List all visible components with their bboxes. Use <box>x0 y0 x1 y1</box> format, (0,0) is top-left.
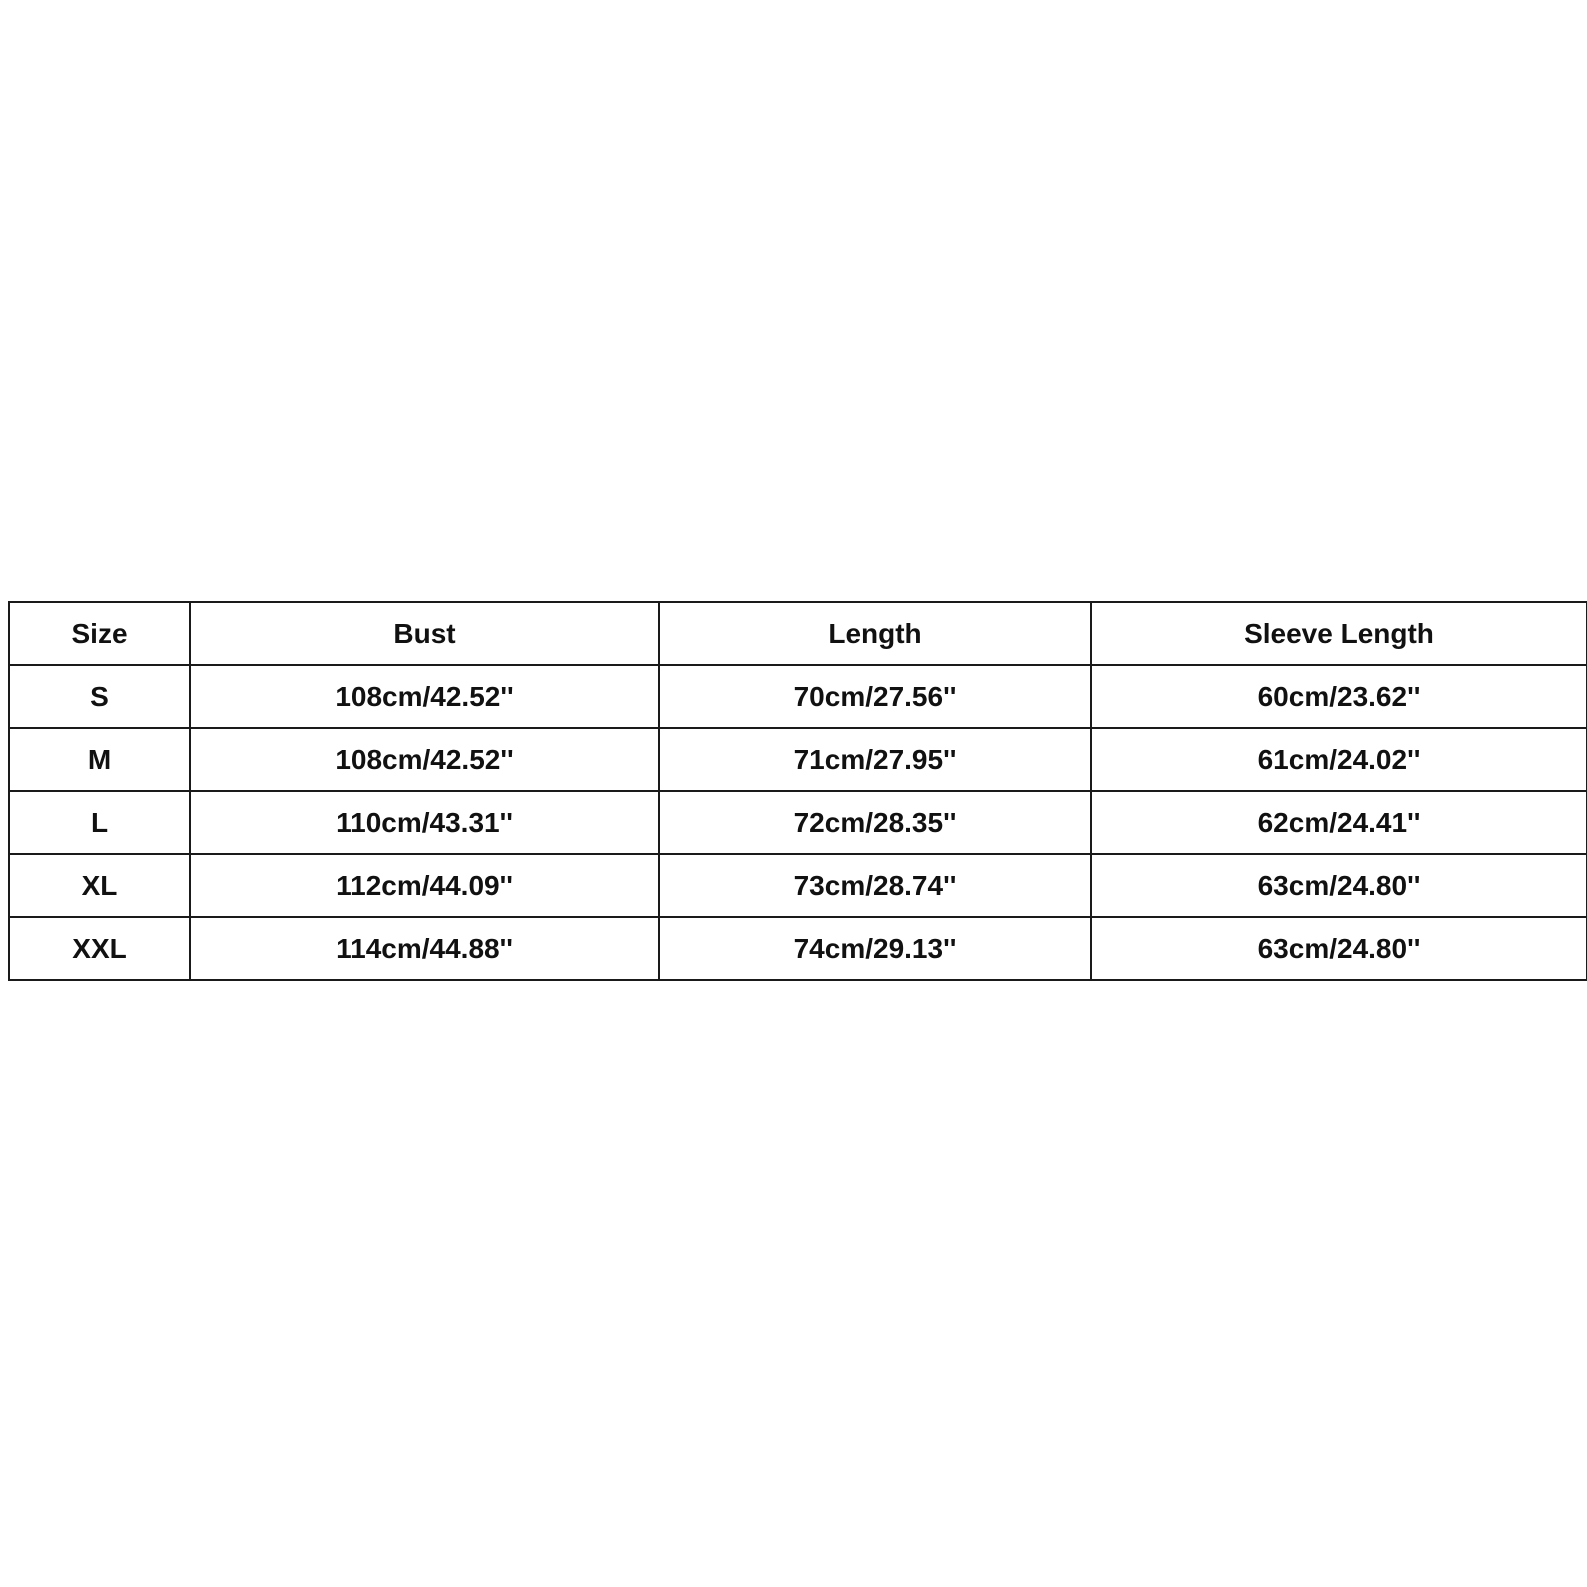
table-row <box>9 854 1587 917</box>
sleeve-length-cell: 63cm/24.80'' <box>1091 917 1587 980</box>
bust-cell: 108cm/42.52'' <box>190 665 659 728</box>
header-length: Length <box>659 602 1091 665</box>
sleeve-length-cell: 61cm/24.02'' <box>1091 728 1587 791</box>
bust-cell: 110cm/43.31'' <box>190 791 659 854</box>
length-cell: 70cm/27.56'' <box>659 665 1091 728</box>
size-chart-table <box>8 601 1587 981</box>
size-cell: L <box>9 791 190 854</box>
bust-cell: 112cm/44.09'' <box>190 854 659 917</box>
length-cell: 71cm/27.95'' <box>659 728 1091 791</box>
table-row <box>9 791 1587 854</box>
table-row <box>9 728 1587 791</box>
sleeve-length-cell: 63cm/24.80'' <box>1091 854 1587 917</box>
header-sleeve-length: Sleeve Length <box>1091 602 1587 665</box>
size-cell: XXL <box>9 917 190 980</box>
header-size: Size <box>9 602 190 665</box>
length-cell: 72cm/28.35'' <box>659 791 1091 854</box>
table-row <box>9 665 1587 728</box>
header-bust: Bust <box>190 602 659 665</box>
size-cell: S <box>9 665 190 728</box>
header-row <box>9 602 1587 665</box>
bust-cell: 108cm/42.52'' <box>190 728 659 791</box>
sleeve-length-cell: 60cm/23.62'' <box>1091 665 1587 728</box>
length-cell: 74cm/29.13'' <box>659 917 1091 980</box>
bust-cell: 114cm/44.88'' <box>190 917 659 980</box>
size-cell: M <box>9 728 190 791</box>
sleeve-length-cell: 62cm/24.41'' <box>1091 791 1587 854</box>
size-cell: XL <box>9 854 190 917</box>
length-cell: 73cm/28.74'' <box>659 854 1091 917</box>
table-row <box>9 917 1587 980</box>
